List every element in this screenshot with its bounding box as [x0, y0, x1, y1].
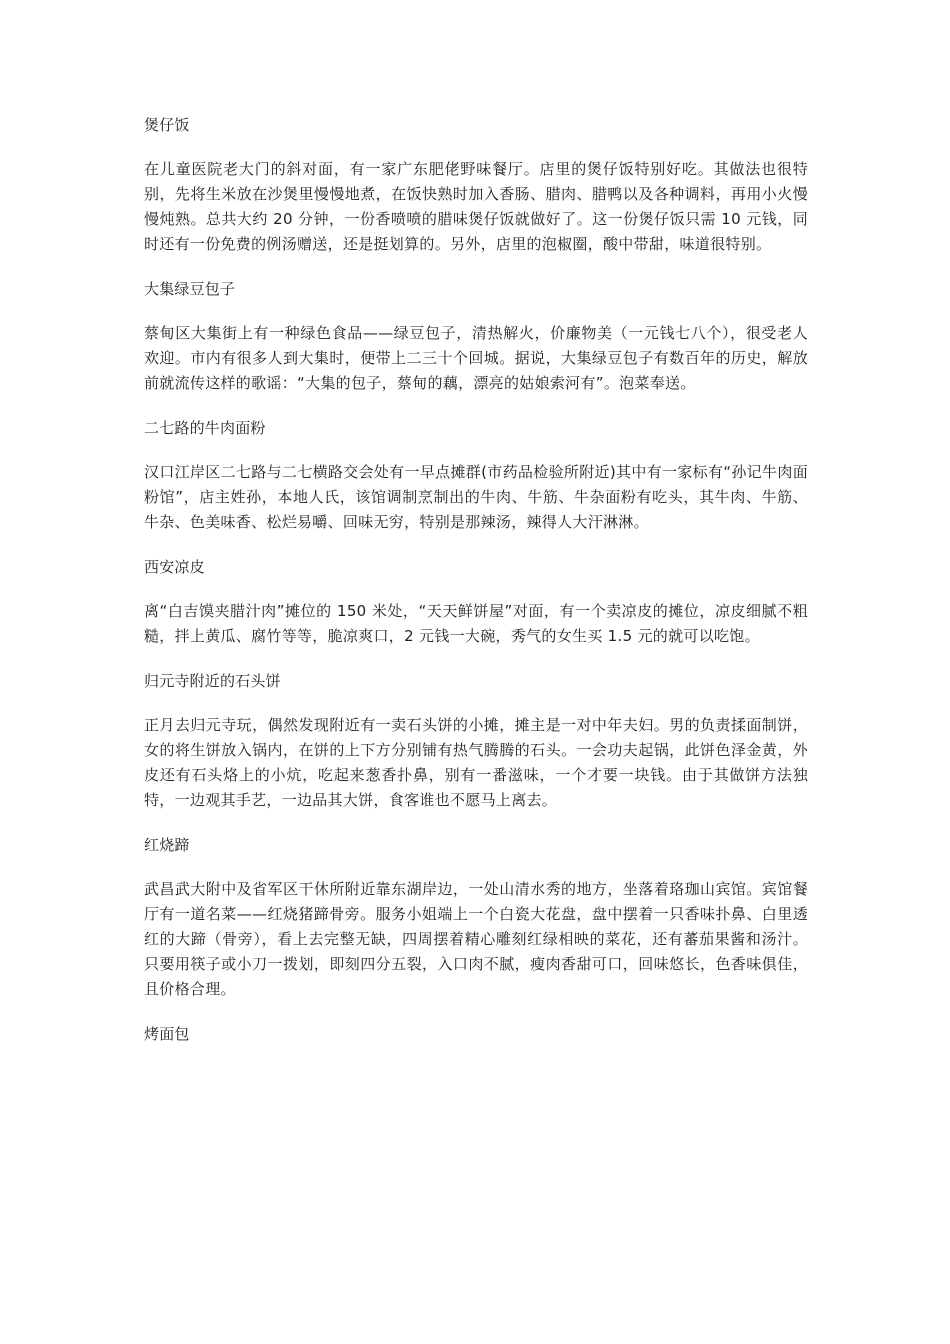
document-page: [144, 112, 808, 1066]
section-title-kaomianbao: 烤面包: [144, 1025, 190, 1043]
section-title-liangpi: 西安凉皮: [144, 558, 205, 576]
section-title-dajibaozi: 大集绿豆包子: [144, 280, 236, 298]
section-title-shitoubing: 归元寺附近的石头饼: [144, 672, 281, 690]
section-title-niuroumian: 二七路的牛肉面粉: [144, 419, 266, 437]
section-body-liangpi: 离“白吉馍夹腊汁肉”摊位的 150 米处，“天天鲜饼屋”对面，有一个卖凉皮的摊位，凉皮细腻不粗糙，拌上黄瓜、腐竹等等，脆凉爽口，2 元钱一大碗，秀气的女生买 1.5 元的就可以吃饱。: [144, 602, 808, 645]
section-title-hongshaoti: 红烧蹄: [144, 836, 190, 854]
section-body-baozaifan: 在儿童医院老大门的斜对面，有一家广东肥佬野味餐厅。店里的煲仔饭特别好吃。其做法也很特别，先将生米放在沙煲里慢慢地煮，在饭快熟时加入香肠、腊肉、腊鸭以及各种调料，再用小火慢慢炖熟。总共大约 20 分钟，一份香喷喷的腊味煲仔饭就做好了。这一份煲仔饭只需 10 元钱，同时还有一份免费的例汤赠送，还是挺划算的。另外，店里的泡椒圈，酸中带甜，味道很特别。: [144, 160, 808, 253]
section-body-dajibaozi: 蔡甸区大集街上有一种绿色食品——绿豆包子，清热解火，价廉物美（一元钱七八个），很受老人欢迎。市内有很多人到大集时，便带上二三十个回城。据说，大集绿豆包子有数百年的历史，解放前就流传这样的歌谣：“大集的包子，蔡甸的藕，漂亮的姑娘索河有”。泡菜奉送。: [144, 324, 808, 392]
section-title-baozaifan: 煲仔饭: [144, 116, 190, 134]
section-body-niuroumian: 汉口江岸区二七路与二七横路交会处有一早点摊群(市药品检验所附近)其中有一家标有“孙记牛肉面粉馆”，店主姓孙，本地人氏，该馆调制烹制出的牛肉、牛筋、牛杂面粉有吃头，其牛肉、牛筋、牛杂、色美味香、松烂易嚼、回味无穷，特别是那辣汤，辣得人大汗淋淋。: [144, 463, 808, 531]
section-body-hongshaoti: 武昌武大附中及省军区干休所附近靠东湖岸边，一处山清水秀的地方，坐落着珞珈山宾馆。宾馆餐厅有一道名菜——红烧猪蹄骨旁。服务小姐端上一个白瓷大花盘，盘中摆着一只香味扑鼻、白里透红的大蹄（骨旁），看上去完整无缺，四周摆着精心雕刻红绿相映的菜花，还有蕃茄果酱和汤汁。只要用筷子或小刀一拨划，即刻四分五裂，入口肉不腻，瘦肉香甜可口，回味悠长，色香味俱佳，且价格合理。: [144, 880, 808, 998]
section-body-shitoubing: 正月去归元寺玩，偶然发现附近有一卖石头饼的小摊，摊主是一对中年夫妇。男的负责揉面制饼，女的将生饼放入锅内，在饼的上下方分别铺有热气腾腾的石头。一会功夫起锅，此饼色泽金黄，外皮还有石头烙上的小炕，吃起来葱香扑鼻，别有一番滋味，一个才要一块钱。由于其做饼方法独特，一边观其手艺，一边品其大饼，食客谁也不愿马上离去。: [144, 716, 808, 809]
